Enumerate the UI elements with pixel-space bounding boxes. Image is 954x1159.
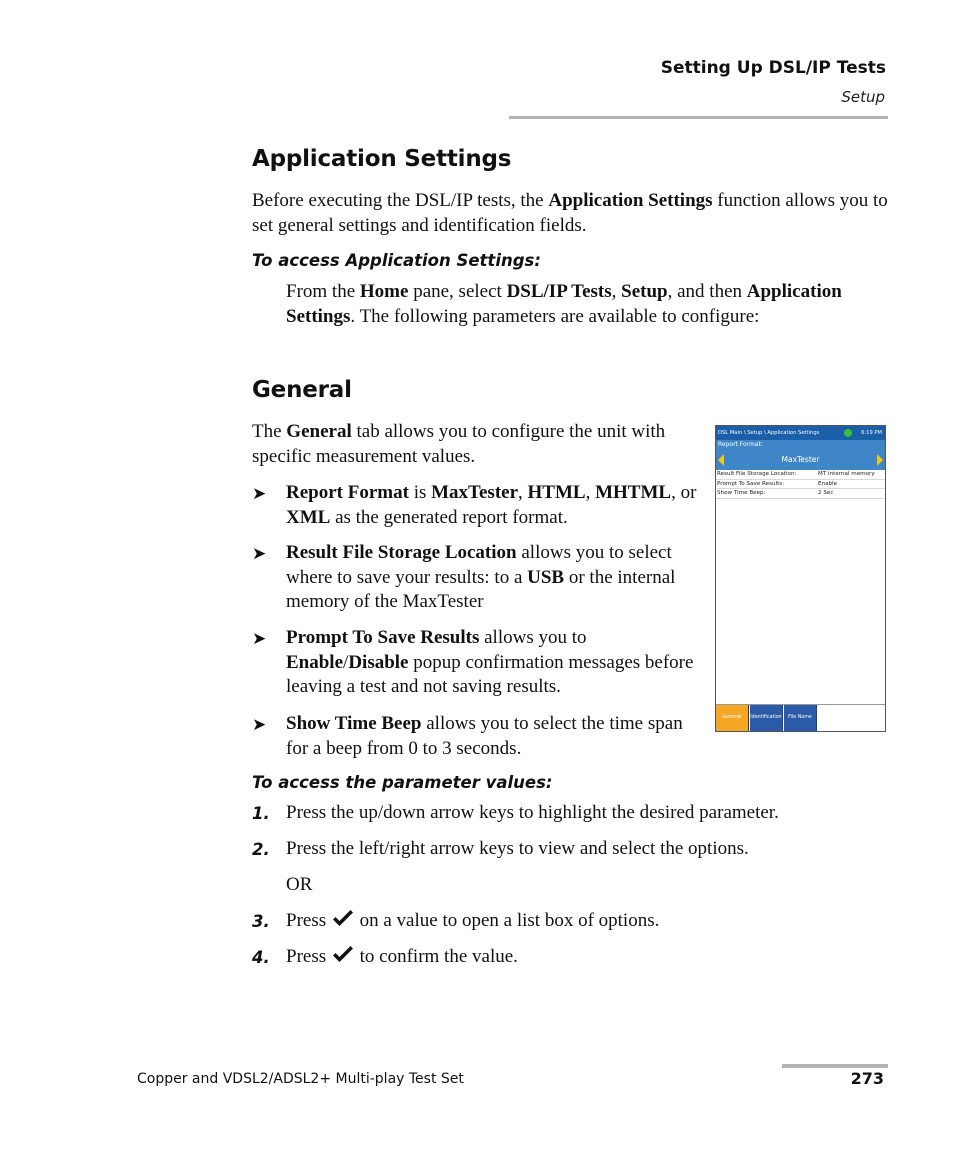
bullet-arrow-icon: ➤ — [252, 629, 267, 649]
setting-key: Show Time Beep: — [717, 490, 766, 496]
bullet-arrow-icon: ➤ — [252, 715, 267, 735]
bullet-arrow-icon: ➤ — [252, 544, 267, 564]
device-title-bar — [716, 426, 885, 440]
footer-product-name: Copper and VDSL2/ADSL2+ Multi-play Test Set — [137, 1071, 464, 1087]
report-format-label: Report Format: — [718, 441, 763, 448]
step-number: 4. — [252, 948, 270, 967]
footer-rule — [782, 1064, 888, 1068]
report-format-row[interactable] — [716, 440, 885, 470]
procedure-title-access-parameter-values: To access the parameter values: — [252, 773, 553, 792]
device-breadcrumb: DSL Main \ Setup \ Application Settings — [718, 430, 820, 436]
step-2-text: Press the left/right arrow keys to view and select the options. — [286, 838, 749, 859]
or-text: OR — [286, 874, 313, 895]
setting-row-result-file-storage[interactable] — [716, 470, 885, 480]
header-rule — [509, 116, 888, 119]
bullet-result-file-storage-location: Result File Storage Location allows you to select where to save your results: to a USB or the internal memory of the MaxTester — [286, 542, 676, 612]
device-screenshot — [715, 425, 886, 732]
step-1-text: Press the up/down arrow keys to highlight the desired parameter. — [286, 802, 779, 823]
bullet-report-format: Report Format is MaxTester, HTML, MHTML, or XML as the generated report format. — [286, 482, 697, 528]
checkmark-icon — [331, 945, 355, 965]
setting-key: Prompt To Save Results: — [717, 480, 785, 487]
report-format-value: MaxTester — [781, 455, 820, 464]
step-number: 2. — [252, 840, 270, 859]
setting-key: Result File Storage Location: — [717, 471, 797, 477]
arrow-right-icon[interactable] — [877, 454, 883, 466]
tab-general[interactable]: General — [716, 705, 749, 731]
bullet-show-time-beep: Show Time Beep allows you to select the time span for a beep from 0 to 3 seconds. — [286, 713, 683, 759]
section-heading-general: General — [252, 377, 352, 403]
setting-value: 2 Sec — [818, 490, 834, 496]
device-tab-bar — [716, 704, 885, 731]
status-indicator-icon — [844, 429, 852, 437]
checkmark-icon — [331, 909, 355, 929]
setting-value: Enable — [818, 480, 838, 487]
setting-row-prompt-to-save[interactable] — [716, 480, 885, 490]
step-3-text: Press on a value to open a list box of options. — [286, 910, 660, 931]
procedure-title-access-application-settings: To access Application Settings: — [252, 251, 541, 270]
step-number: 3. — [252, 912, 270, 931]
application-settings-intro: Before executing the DSL/IP tests, the Application Settings function allows you to set general settings and identification fields. — [252, 190, 888, 236]
step-number: 1. — [252, 804, 270, 823]
bullet-arrow-icon: ➤ — [252, 484, 267, 504]
step-4-text: Press to confirm the value. — [286, 946, 518, 967]
running-header-subtitle: Setup — [841, 88, 885, 106]
application-settings-procedure: From the Home pane, select DSL/IP Tests, Setup, and then Application Settings. The following parameters are available to configure: — [286, 281, 842, 327]
section-heading-application-settings: Application Settings — [252, 146, 512, 172]
setting-row-show-time-beep[interactable] — [716, 489, 885, 499]
bullet-prompt-to-save-results: Prompt To Save Results allows you to Enable/Disable popup confirmation messages before leaving a test and not saving results. — [286, 627, 694, 697]
tab-file-name[interactable]: File Name — [784, 705, 817, 731]
running-header-title: Setting Up DSL/IP Tests — [660, 58, 886, 78]
page-number: 273 — [850, 1069, 884, 1088]
device-clock: 6:19 PM — [861, 430, 882, 436]
setting-value: MT internal memory — [818, 471, 875, 477]
general-intro: The General tab allows you to configure the unit with specific measurement values. — [252, 421, 666, 467]
tab-identification[interactable]: Identification — [750, 705, 783, 731]
